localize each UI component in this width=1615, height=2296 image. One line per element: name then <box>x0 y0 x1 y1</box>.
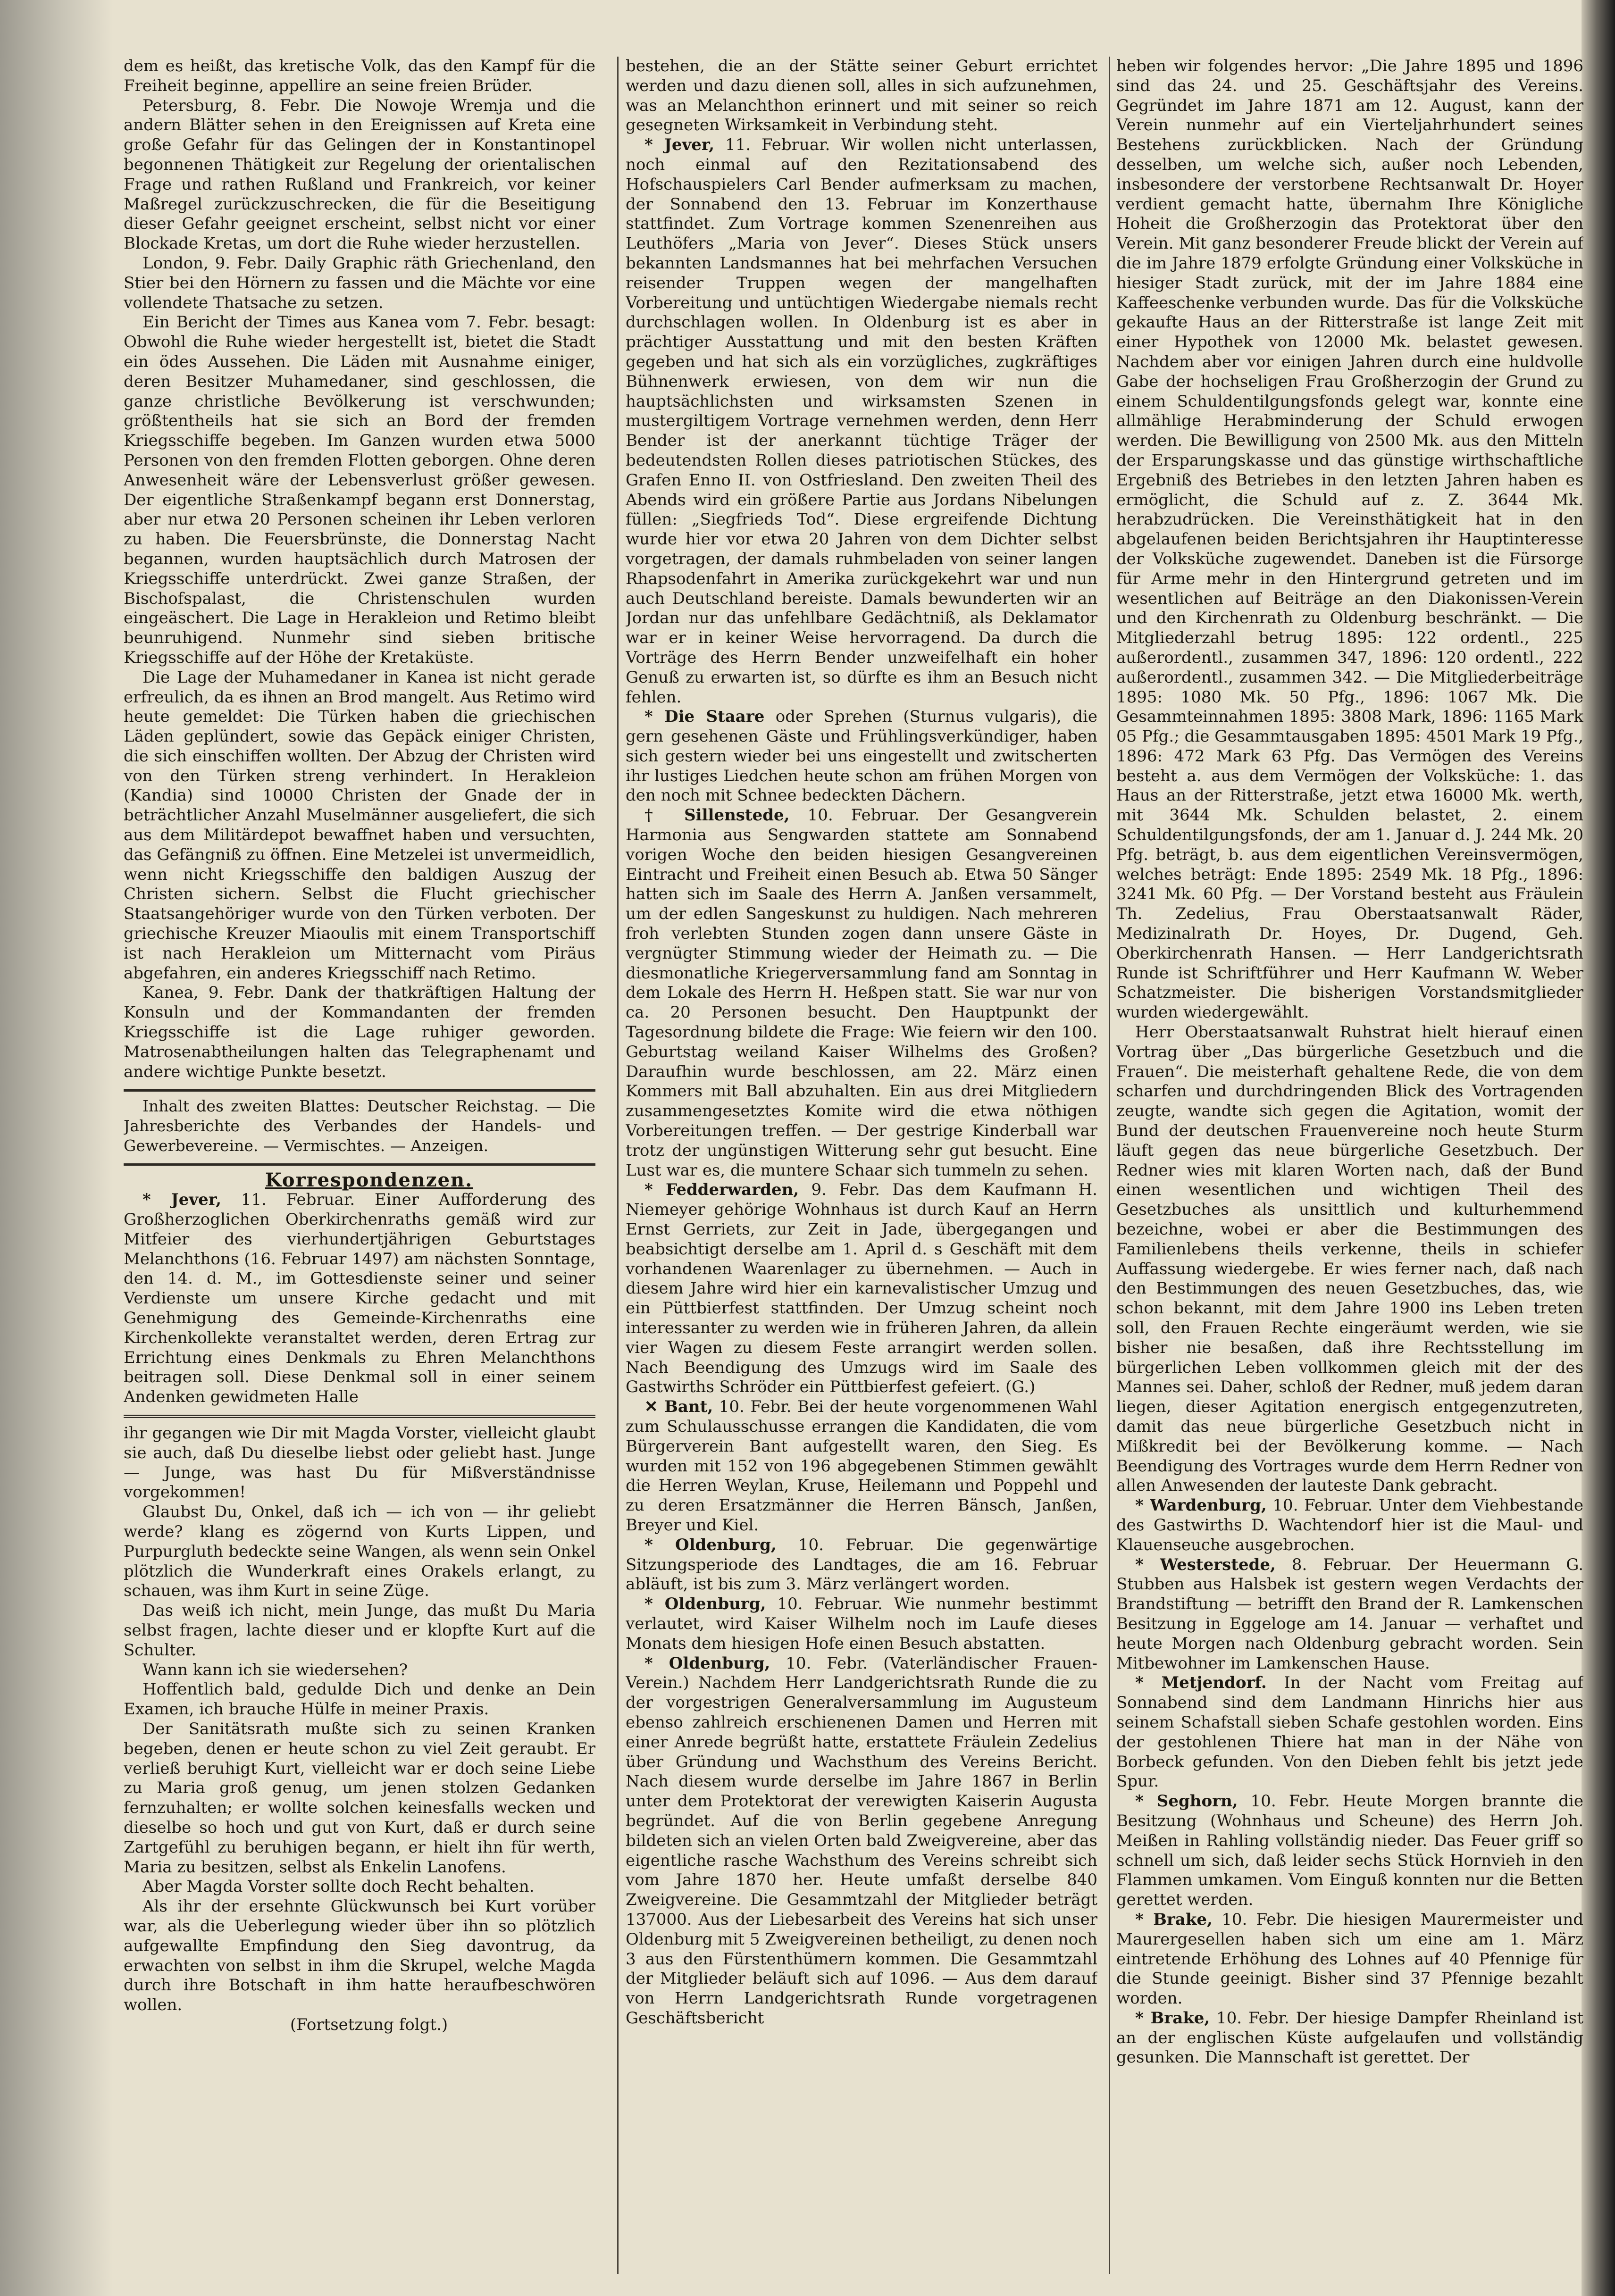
news-item <box>626 1180 1097 1397</box>
contents-note: Inhalt des zweiten Blattes: Deutscher Reichstag. — Die Jahresberichte des Verbandes der Handels- und Gewerbevereine. — Vermischtes. — Anzeigen. <box>124 1097 595 1155</box>
feuilleton-divider <box>124 1414 595 1418</box>
text-paragraph: Petersburg, 8. Febr. Die Nowoje Wremja und die andern Blätter sehen in den Ereignissen auf Kreta eine große Gefahr für das Gelingen der in Konstantinopel begonnenen Thätigkeit zur Regelung der orientalischen Frage und rathen Rußland und Frankreich, vor keiner Maßregel zurückzuschrecken, die für die Beseitigung dieser Gefahr geeignet erscheint, selbst nicht vor einer Blockade Kretas, um dort die Ruhe wieder herzustellen. <box>124 96 595 253</box>
divider <box>124 1089 595 1092</box>
news-text: 10. Februar. Wie nunmehr bestimmt verlautet, wird Kaiser Wilhelm noch im Laufe dieses Monats dem hiesigen Hofe einen Besuch abstatten. <box>626 1595 1097 1653</box>
feuilleton-paragraph: Glaubst Du, Onkel, daß ich — ich von — ihr geliebt werde? klang es zögernd von Kurts Lippen, und Purpurgluth bedeckte seine Wangen, als wenn sein Onkel plötzlich die Wunderkraft eines Orakels erlangt, zu schauen, was ihm Kurt in seine Züge. <box>124 1503 595 1601</box>
dateline: * Oldenburg, <box>644 1535 777 1554</box>
feuilleton-paragraph: Hoffentlich bald, gedulde Dich und denke an Dein Examen, ich brauche Hülfe in meiner Praxis. <box>124 1680 595 1719</box>
news-item <box>1116 1910 1583 2009</box>
feuilleton-paragraph: ihr gegangen wie Dir mit Magda Vorster, vielleicht glaubt sie auch, daß Du dieselbe liebst oder geliebt hast. Junge — Junge, was hast Du für Mißverständnisse vorgekommen! <box>124 1424 595 1502</box>
dateline: * Die Staare <box>644 707 765 726</box>
news-item <box>1116 2009 1583 2068</box>
news-text: oder Sprehen (Sturnus vulgaris), die gern gesehenen Gäste und Frühlingsverkündiger, haben sich gestern wieder bei uns eingestellt und zwitscherten ihr lustiges Liedchen heute schon am frühen Morgen von den noch mit Schnee bedeckten Dächern. <box>626 707 1097 805</box>
news-item <box>1116 1496 1583 1555</box>
dateline: * Oldenburg, <box>644 1653 770 1673</box>
continued-note: (Fortsetzung folgt.) <box>290 2015 448 2034</box>
dateline: * Brake, <box>1135 2008 1210 2028</box>
dateline: * Wardenburg, <box>1135 1496 1267 1515</box>
news-item <box>1116 1673 1583 1792</box>
text-paragraph: heben wir folgendes hervor: „Die Jahre 1895 und 1896 sind das 24. und 25. Geschäftsjahr des Vereins. Gegründet im Jahre 1871 am 12. August, kann der Verein nunmehr auf ein Vierteljahrhundert seines Bestehens zurückblicken. Nach der Gründung desselben, um welche sich, außer noch Lebenden, insbesondere der verstorbene Rechtsanwalt Dr. Hoyer verdient gemacht hatte, übernahm Ihre Königliche Hoheit die Großherzogin das Protektorat über den Verein. Mit ganz besonderer Freude blickt der Verein auf die im Jahre 1879 erfolgte Gründung einer Volksküche in hiesiger Stadt zurück, mit der im Jahre 1884 eine Kaffeeschenke verbunden wurde. Das für die Volksküche gekaufte Haus an der Ritterstraße ist lange Zeit mit einer Hypothek von 12000 Mk. belastet gewesen. Nachdem aber vor einigen Jahren durch eine huldvolle Gabe der hochseligen Frau Großherzogin der Grund zu einem Schuldentilgungsfonds gelegt war, konnte eine allmählige Herabminderung der Schuld erwogen werden. Die Bewilligung von 2500 Mk. aus den Mitteln der Ersparungskasse und das günstige wirthschaftliche Ergebniß des Betriebes in den letzten Jahren haben es ermöglicht, die Schuld auf z. Z. 3644 Mk. herabzudrücken. Die Vereinsthätigkeit hat in den abgelaufenen beiden Berichtsjahren ihr Hauptinteresse der Volksküche zugewendet. Daneben ist die Fürsorge für Arme mehr in den Hintergrund getreten und im wesentlichen auf Beiträge an den Diakonissen-Verein und den Kirchenrath zu Oldenburg beschränkt. — Die Mitgliederzahl betrug 1895: 122 ordentl., 225 außerordentl., zusammen 347, 1896: 120 ordentl., 222 außerordentl., zusammen 342. — Die Mitgliederbeiträge 1895: 1080 Mk. 50 Pfg., 1896: 1067 Mk. Die Gesammteinnahmen 1895: 3808 Mark, 1896: 1165 Mark 05 Pfg.; die Gesammtausgaben 1895: 4501 Mark 19 Pfg., 1896: 472 Mark 63 Pfg. Das Vermögen des Vereins besteht a. aus dem Vermögen der Volksküche: 1. das Haus an der Ritterstraße, jetzt etwa 16000 Mk. werth, mit 3644 Mk. Schulden belastet, 2. einem Schuldentilgungsfonds, der am 1. Januar d. J. 244 Mk. 20 Pfg. beträgt, b. aus dem eigentlichen Vereinsvermögen, welches beträgt: Ende 1895: 2549 Mk. 18 Pfg., 1896: 3241 Mk. 60 Pfg. — Der Vorstand besteht aus Fräulein Th. Zedelius, Frau Oberstaatsanwalt Räder, Medizinalrath Dr. Hoyes, Dr. Dugend, Geh. Oberkirchenrath Hansen. — Herr Landgerichtsrath Runde ist Schriftführer und Herr Kaufmann W. Weber Schatzmeister. Die bisherigen Vorstandsmitglieder wurden wiedergewählt. <box>1116 57 1583 1022</box>
dateline: * Westerstede, <box>1135 1555 1276 1574</box>
divider <box>124 1163 595 1166</box>
page-edge <box>1582 0 1615 2296</box>
news-item <box>626 1397 1097 1536</box>
column-3 <box>1116 57 1583 2274</box>
feuilleton-paragraph: Das weiß ich nicht, mein Junge, das mußt Du Maria selbst fragen, lachte dieser und er klopfte Kurt auf die Schulter. <box>124 1601 595 1660</box>
text-paragraph: Kanea, 9. Febr. Dank der thatkräftigen Haltung der Konsuln und der Kommandanten der fremden Kriegsschiffe ist die Lage ruhiger geworden. Matrosenabtheilungen halten das Telegraphenamt und andere wichtige Punkte besetzt. <box>124 983 595 1081</box>
news-item <box>626 1595 1097 1653</box>
news-item <box>1116 1555 1583 1674</box>
news-text: 10. Febr. (Vaterländischer Frauen-Verein.) Nachdem Herr Landgerichtsrath Runde die zu der vorgestrigen Generalversammlung im Augusteum ebenso zahlreich erschienenen Damen und Herren mit einer Anrede begrüßt hatte, erstattete Fräulein Zedelius über Gründung und Wachsthum des Vereins Bericht. Nach diesem wurde derselbe im Jahre 1867 in Berlin unter dem Protektorat der verewigten Kaiserin Augusta begründet. Auf die von Berlin gegebene Anregung bildeten sich an vielen Orten bald Zweigvereine, aber das eigentliche rasche Wachsthum des Vereins schreibt sich vom Jahre 1870 her. Heute umfaßt derselbe 840 Zweigvereine. Die Gesammtzahl der Mitglieder beträgt 137000. Aus der Liebesarbeit des Vereins hat sich unser Oldenburg mit 5 Zweigvereinen betheiligt, zu denen noch 3 aus den Fürstenthümern kommen. Die Gesammtzahl der Mitglieder beläuft sich auf 1096. — Aus dem darauf von Herrn Landgerichtsrath Runde vorgetragenen Geschäftsbericht <box>626 1653 1097 2028</box>
feuilleton-paragraph: Aber Magda Vorster sollte doch Recht behalten. <box>142 1877 535 1896</box>
news-text: 8. Februar. Der Heuermann G. Stubben aus Halsbek ist gestern wegen Verdachts der Brandstiftung — betrifft den Brand der R. Lamkenschen Besitzung in Eggeloge am 14. Januar — verhaftet und heute Morgen nach Oldenburg gebracht worden. Sein Mitbewohner im Lamkenschen Hause. <box>1116 1555 1583 1673</box>
text-paragraph: bestehen, die an der Stätte seiner Geburt errichtet werden und dazu dienen soll, alles in sich aufzunehmen, was an Melanchthon erinnert und mit seiner so reich gesegneten Wirksamkeit in Verbindung steht. <box>626 57 1097 135</box>
dateline: ✕ Bant, <box>644 1397 713 1417</box>
news-text: 10. Febr. Heute Morgen brannte die Besitzung (Wohnhaus und Scheune) des Herrn Joh. Meißen in Rahling vollständig nieder. Das Feuer griff so schnell um sich, daß leider sechs Stück Hornvieh in den Flammen umkamen. Vom Einguß konnten nur die Betten gerettet werden. <box>1116 1792 1583 1910</box>
news-text: In der Nacht vom Freitag auf Sonnabend sind dem Landmann Hinrichs hier aus seinem Schafstall sieben Schafe gestohlen worden. Eins der gestohlenen Thiere hat man in der Nähe von Borbeck gefunden. Von den Dieben fehlt bis jetzt jede Spur. <box>1116 1673 1583 1791</box>
column-rule-2 <box>1109 57 1110 2274</box>
news-item <box>124 1190 595 1407</box>
dateline: * Brake, <box>1135 1910 1213 1929</box>
dateline: * Oldenburg, <box>644 1595 766 1614</box>
feuilleton-paragraph: Als ihr der ersehnte Glückwunsch bei Kurt vorüber war, als die Ueberlegung wieder über ihn so plötzlich aufgewallte Empfindung den Sieg davontrug, da erwachten von selbst in ihm die Skrupel, welche Magda durch ihre Botschaft in ihm hatte heraufbeschwören wollen. <box>124 1897 595 2015</box>
feuilleton-paragraph: Wann kann ich sie wiedersehen? <box>142 1660 408 1679</box>
news-item <box>626 1654 1097 2029</box>
news-text: 10. Febr. Die hiesigen Maurermeister und Maurergesellen haben sich um eine am 1. März eintretende Erhöhung des Lohnes auf 40 Pfennige für die Stunde geeinigt. Bisher sind 37 Pfennige bezahlt worden. <box>1116 1910 1583 2008</box>
dateline: * Seghorn, <box>1135 1792 1238 1811</box>
dateline: * Jever, <box>142 1190 222 1210</box>
feuilleton-paragraph: Der Sanitätsrath mußte sich zu seinen Kranken begeben, denen er heute schon zu viel Zeit geraubt. Er verließ beruhigt Kurt, vielleicht war er doch seine Liebe zu Maria groß genug, um jenen stolzen Gedanken fernzuhalten; er wollte solchen keinesfalls wecken und dieselbe so hoch und gut von Kurt, daß er durch seine Zartgefühl zu beruhigen begann, er hielt ihn für werth, Maria zu besitzen, selbst als Enkelin Lanofens. <box>124 1719 595 1877</box>
dateline: * Metjendorf. <box>1135 1673 1267 1693</box>
news-text: 10. Februar. Der Gesangverein Harmonia aus Sengwarden stattete am Sonnabend vorigen Woche den beiden hiesigen Gesangvereinen Eintracht und Freiheit einen Besuch ab. Etwa 50 Sänger hatten sich im Saale des Herrn A. Janßen versammelt, um der edlen Sangeskunst zu huldigen. Nach mehreren froh verlebten Stunden zogen dann unsere Gäste in vergnügter Stimmung wieder der Heimath zu. — Die diesmonatliche Kriegerversammlung fand am Sonntag in dem Lokale des Herrn H. Heßpen statt. Sie war nur von ca. 20 Personen besucht. Den Hauptpunkt der Tagesordnung bildete die Frage: Wie feiern wir den 100. Geburtstag weiland Kaiser Wilhelms des Großen? Daraufhin wurde beschlossen, am 22. März einen Kommers mit Ball abzuhalten. Ein aus drei Mitgliedern zusammengesetztes Komite wird die etwa nöthigen Vorbereitungen treffen. — Der gestrige Kinderball war trotz der ungünstigen Witterung sehr gut besucht. Eine Lust war es, die muntere Schaar sich tummeln zu sehen. <box>626 806 1097 1180</box>
news-text: 10. Febr. Bei der heute vorgenommenen Wahl zum Schulausschusse errangen die Kandidaten, die vom Bürgerverein Bant aufgestellt waren, den Sieg. Es wurden mit 152 von 196 abgegebenen Stimmen gewählt die Herren Weylan, Kruse, Heilemann und Poppehl und zu deren Ersatzmänner die Herren Bänsch, Janßen, Breyer und Kiel. <box>626 1397 1097 1535</box>
dateline: * Jever, <box>644 135 715 155</box>
column-2 <box>626 57 1097 2274</box>
news-text: 10. Februar. Die gegenwärtige Sitzungsperiode des Landtages, die am 16. Februar abläuft, ist bis zum 3. März verlängert worden. <box>626 1535 1097 1594</box>
binding-shadow <box>0 0 113 2296</box>
text-paragraph: Herr Oberstaatsanwalt Ruhstrat hielt hierauf einen Vortrag über „Das bürgerliche Gesetzbuch und die Frauen“. Die meisterhaft gehaltene Rede, die von dem scharfen und durchdringenden Blick des Vortragenden zeugte, wandte sich gegen die Agitation, womit der Bund der deutschen Frauenvereine noch heute Sturm läuft gegen das neue bürgerliche Gesetzbuch. Der Redner wies mit klaren Worten nach, daß der Bund einen wesentlichen und wichtigen Theil des Gesetzbuches als unsittlich und kulturhemmend bezeichne, wobei er aber die Bestimmungen des Familienlebens theils verkenne, theils in schiefer Auffassung wiedergebe. Er wies ferner nach, daß nach den Bestimmungen des neuen Gesetzbuches, das, wie schon bekannt, mit dem Jahre 1900 ins Leben treten soll, den Frauen Rechte eingeräumt werden, wie sie bisher nie besaßen, daß ihre Rechtsstellung im bürgerlichen Leben vollkommen gleich mit der des Mannes sei. Daher, schloß der Redner, muß jedem daran liegen, dieser Agitation energisch entgegenzutreten, damit das neue bürgerliche Gesetzbuch nicht in Mißkredit bei der Bevölkerung komme. — Nach Beendigung des Vortrages wurde dem Herrn Redner von allen Anwesenden der lauteste Dank gebracht. <box>1116 1023 1583 1495</box>
news-text: 10. Febr. Der hiesige Dampfer Rheinland ist an der englischen Küste aufgelaufen und vollständig gesunken. Die Mannschaft ist gerettet. Der <box>1116 2008 1583 2067</box>
column-1 <box>124 57 595 2274</box>
column-rule-1 <box>617 57 619 2274</box>
dateline: * Fedderwarden, <box>644 1180 799 1200</box>
news-item <box>1116 1792 1583 1910</box>
text-paragraph: Die Lage der Muhamedaner in Kanea ist nicht gerade erfreulich, da es ihnen an Brod mangelt. Aus Retimo wird heute gemeldet: Die Türken haben die griechischen Läden geplündert, sowie das Gepäck einiger Christen, die sich einschiffen wollten. Der Abzug der Christen wird von den Türken streng verhindert. In Herakleion (Kandia) sind 10000 Christen der Gnade der in beträchtlicher Anzahl Muselmänner ausgeliefert, die sich aus dem Militärdepot bewaffnet haben und versuchten, das Gefängniß zu öffnen. Eine Metzelei ist unvermeidlich, wenn nicht Kriegsschiffe den baldigen Auszug der Christen sichern. Selbst die Flucht griechischer Staatsangehöriger wurde von den Türken verboten. Der griechische Kreuzer Miaoulis mit einem Transportschiff ist nach Herakleion um Mitternacht vom Piräus abgefahren, ein anderes Kriegsschiff nach Retimo. <box>124 668 595 983</box>
news-item <box>626 1536 1097 1595</box>
news-item <box>626 707 1097 806</box>
text-paragraph: dem es heißt, das kretische Volk, das den Kampf für die Freiheit beginne, appellire an seine freien Brüder. <box>124 57 595 95</box>
text-paragraph: London, 9. Febr. Daily Graphic räth Griechenland, den Stier bei den Hörnern zu fassen und die Mächte vor eine vollendete Thatsache zu setzen. <box>124 253 595 312</box>
news-item <box>626 806 1097 1180</box>
section-heading: Korrespondenzen. <box>265 1169 473 1192</box>
news-text: 11. Februar. Einer Aufforderung des Großherzoglichen Oberkirchenraths gemäß wird zur Mitfeier des vierhundertjährigen Geburtstages Melanchthons (16. Februar 1497) am nächsten Sonntage, den 14. d. M., im Gottesdienste seiner und seiner Verdienste um unsere Kirche gedacht und mit Genehmigung des Gemeinde-Kirchenraths eine Kirchenkollekte veranstaltet werden, deren Ertrag zur Errichtung eines Denkmals zu Ehren Melanchthons beitragen soll. Diese Denkmal soll in einer seinem Andenken gewidmeten Halle <box>124 1190 595 1407</box>
news-text: 9. Febr. Das dem Kaufmann H. Niemeyer gehörige Wohnhaus ist durch Kauf an Herrn Ernst Gerriets, zur Zeit in Jade, übergegangen und beabsichtigt derselbe am 1. April d. s Geschäft mit dem vorhandenen Waarenlager zu übernehmen. — Auch in diesem Jahre wird hier ein karnevalistischer Umzug und ein Püttbierfest stattfinden. Der Umzug scheint noch interessanter zu werden wie in früheren Jahren, da allein vier Wagen zu diesem Feste arrangirt werden sollen. Nach Beendigung des Umzugs wird im Saale des Gastwirths Schröder ein Püttbierfest gefeiert. (G.) <box>626 1180 1097 1397</box>
dateline: † Sillenstede, <box>644 806 790 825</box>
news-text: 10. Februar. Unter dem Viehbestande des Gastwirths D. Wachtendorf hier ist die Maul- und Klauenseuche ausgebrochen. <box>1116 1496 1583 1554</box>
text-paragraph: Ein Bericht der Times aus Kanea vom 7. Febr. besagt: Obwohl die Ruhe wieder hergestellt ist, bietet die Stadt ein ödes Aussehen. Die Läden mit Ausnahme einiger, deren Besitzer Muhamedaner, sind geschlossen, die ganze christliche Bevölkerung ist verschwunden; größtentheils hat sie sich an Bord der fremden Kriegsschiffe begeben. Im Ganzen wurden etwa 5000 Personen von den fremden Flotten geborgen. Ohne deren Anwesenheit wäre der Lebensverlust größer gewesen. Der eigentliche Straßenkampf begann erst Donnerstag, aber nur etwa 20 Personen scheinen ihr Leben verloren zu haben. Die Feuersbrünste, die Donnerstag Nacht begannen, wurden hauptsächlich durch Matrosen der Kriegsschiffe unterdrückt. Zwei ganze Straßen, der Bischofspalast, die Christenschulen wurden eingeäschert. Die Lage in Herakleion und Retimo bleibt beunruhigend. Nunmehr sind sieben britische Kriegsschiffe auf der Höhe der Kretaküste. <box>124 313 595 667</box>
news-item <box>626 135 1097 707</box>
news-text: 11. Februar. Wir wollen nicht unterlassen, noch einmal auf den Rezitationsabend des Hofschauspielers Carl Bender aufmerksam zu machen, der Sonnabend den 13. Februar im Konzerthause stattfindet. Zum Vortrage kommen Szenenreihen aus Leuthöfers „Maria von Jever“. Dieses Stück unsers bekannten Landsmannes hat bei mehrfachen Versuchen reisender Truppen wegen der mangelhaften Vorbereitung und untüchtigen Wiedergabe niemals recht durchschlagen wollen. In Oldenburg ist es aber in prächtiger Ausstattung und mit den besten Kräften gegeben und hat sich als ein vorzügliches, zugkräftiges Bühnenwerk erwiesen, von dem wir nun die hauptsächlichsten und wirksamsten Szenen in mustergiltigem Vortrage vernehmen werden, denn Herr Bender ist der anerkannt tüchtige Träger der bedeutendsten Rollen dieses patriotischen Stückes, des Grafen Enno II. von Ostfriesland. Den zweiten Theil des Abends wird ein größere Partie aus Jordans Nibelungen füllen: „Siegfrieds Tod“. Diese ergreifende Dichtung wurde hier vor etwa 20 Jahren von dem Dichter selbst vorgetragen, der damals ruhmbeladen von seiner langen Rhapsodenfahrt in Amerika zurückgekehrt war und nun auch Deutschland bereiste. Damals bewunderten wir an Jordan nur das unfehlbare Gedächtniß, als Deklamator war er in keiner Weise hervorragend. Da durch die Vorträge des Herrn Bender unzweifelhaft ein hoher Genuß zu erwarten ist, so dürfte es ihm an Besuch nicht fehlen. <box>626 135 1097 707</box>
